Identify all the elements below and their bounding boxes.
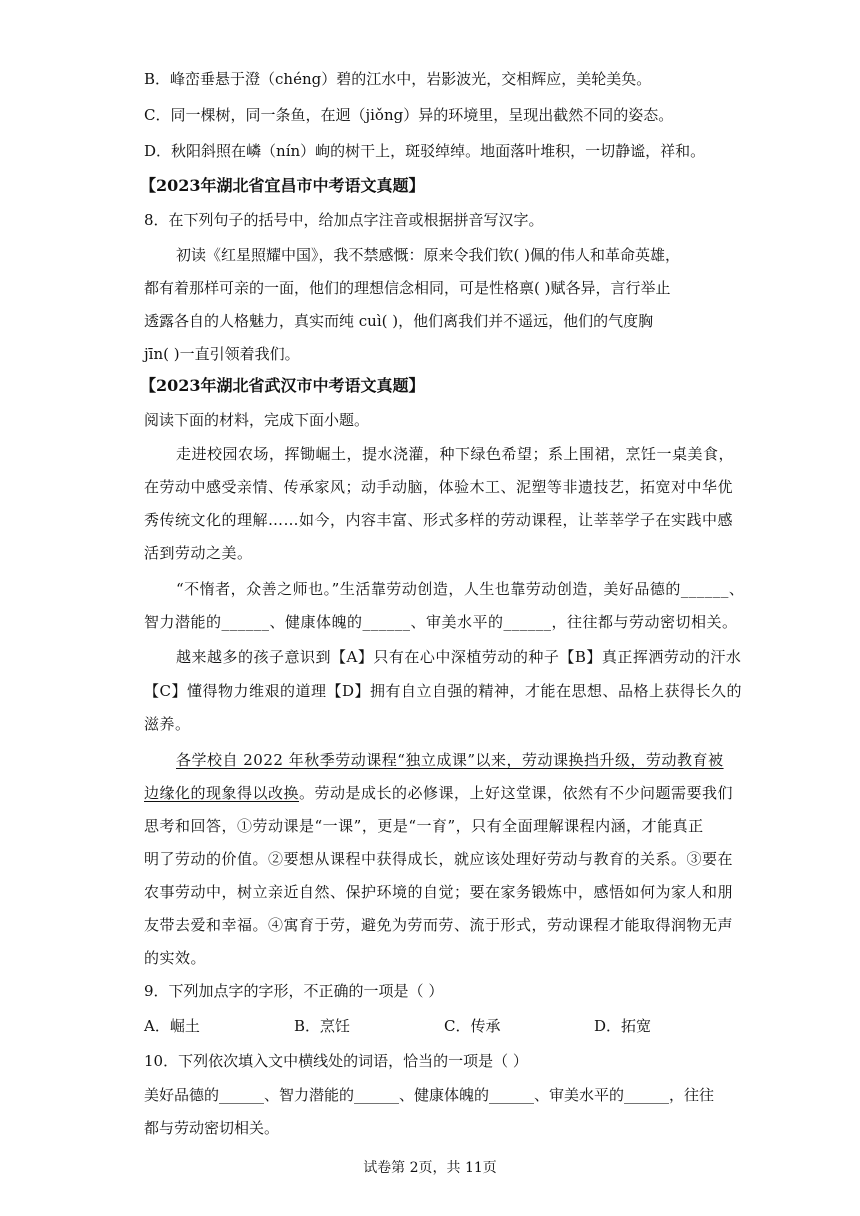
material-line-7: 越来越多的孩子意识到【A】只有在心中深植劳动的种子【B】真正挥洒劳动的汗水 bbox=[176, 648, 742, 666]
page-footer: 试卷第 2页，共 11页 bbox=[363, 1160, 497, 1176]
material-line-3: 秀传统文化的理解……如今，内容丰富、形式多样的劳动课程，让莘莘学子在实践中感 bbox=[144, 511, 734, 529]
q9-option-c: C．传承 bbox=[444, 1017, 501, 1035]
material-line-14: 农事劳动中，树立亲近自然、保护环境的自觉；要在家务锻炼中，感悟如何为家人和朋 bbox=[144, 883, 734, 901]
q8-paragraph-line-1: 初读《红星照耀中国》，我不禁感慨：原来令我们钦( )佩的伟人和革命英雄， bbox=[176, 246, 680, 264]
section-title-wuhan: 【2023年湖北省武汉市中考语文真题】 bbox=[140, 376, 425, 395]
reading-instruction: 阅读下面的材料，完成下面小题。 bbox=[144, 411, 370, 429]
question-10: 10．下列依次填入文中横线处的词语，恰当的一项是（ ） bbox=[144, 1052, 528, 1070]
material-line-13: 明了劳动的价值。②要想从课程中获得成长，就应该处理好劳动与教育的关系。③要在 bbox=[144, 850, 734, 868]
material-line-11-rest: 。劳动是成长的必修课，上好这堂课，依然有不少问题需要我们 bbox=[299, 784, 734, 802]
q9-option-b: B．烹饪 bbox=[294, 1017, 351, 1035]
material-line-6: 智力潜能的______、健康体魄的______、审美水平的______，往往都与劳动密切相关。 bbox=[144, 613, 738, 631]
section-title-yichang: 【2023年湖北省宜昌市中考语文真题】 bbox=[140, 176, 425, 195]
q8-paragraph-line-4: jīn( )一直引领着我们。 bbox=[144, 345, 300, 363]
option-d: D．秋阳斜照在嶙（nín）峋的树干上，斑驳绰绰。地面落叶堆积，一切静谧，祥和。 bbox=[144, 142, 706, 160]
q10-line-1: 美好品德的______、智力潜能的______、健康体魄的______、审美水平的______，往往 bbox=[144, 1086, 715, 1104]
option-b: B．峰峦垂悬于澄（chéng）碧的江水中，岩影波光，交相辉应，美轮美奂。 bbox=[144, 70, 652, 88]
q9-option-a: A．崛土 bbox=[144, 1017, 200, 1035]
material-line-15: 友带去爱和幸福。④寓育于劳，避免为劳而劳、流于形式，劳动课程才能取得润物无声 bbox=[144, 916, 734, 934]
q10-line-2: 都与劳动密切相关。 bbox=[144, 1119, 280, 1137]
option-c: C．同一棵树，同一条鱼，在迥（jiǒng）异的环境里，呈现出截然不同的姿态。 bbox=[144, 106, 674, 124]
q8-paragraph-line-2: 都有着那样可亲的一面，他们的理想信念相同，可是性格禀( )赋各异，言行举止 bbox=[144, 279, 671, 297]
question-8: 8．在下列句子的括号中，给加点字注音或根据拼音写汉字。 bbox=[144, 211, 544, 229]
question-9: 9．下列加点字的字形，不正确的一项是（ ） bbox=[144, 982, 444, 1000]
material-line-1: 走进校园农场，挥锄崛土，提水浇灌，种下绿色希望；系上围裙，烹饪一桌美食， bbox=[176, 445, 735, 463]
q9-option-d: D．拓宽 bbox=[594, 1017, 652, 1035]
underlined-phrase: 边缘化的现象得以改换 bbox=[144, 784, 300, 802]
material-line-4: 活到劳动之美。 bbox=[144, 544, 253, 562]
material-line-10-underlined: 各学校自 2022 年秋季劳动课程“独立成课”以来，劳动课换挡升级，劳动教育被 bbox=[176, 751, 724, 769]
material-line-2: 在劳动中感受亲情、传承家风；动手动脑，体验木工、泥塑等非遗技艺，拓宽对中华优 bbox=[144, 478, 734, 496]
material-line-16: 的实效。 bbox=[144, 949, 207, 967]
material-line-11 bbox=[144, 781, 733, 805]
material-line-8: 【C】懂得物力维艰的道理【D】拥有自立自强的精神，才能在思想、品格上获得长久的 bbox=[144, 682, 743, 700]
material-line-5: “不惰者，众善之师也。”生活靠劳动创造，人生也靠劳动创造，美好品德的______、 bbox=[176, 580, 745, 598]
material-line-12: 思考和回答，①劳动课是“一课”，更是“一育”，只有全面理解课程内涵，才能真正 bbox=[144, 817, 704, 835]
q8-paragraph-line-3: 透露各自的人格魅力，真实而纯 cuì( )，他们离我们并不遥远，他们的气度胸 bbox=[144, 312, 654, 330]
material-line-9: 滋养。 bbox=[144, 715, 191, 733]
